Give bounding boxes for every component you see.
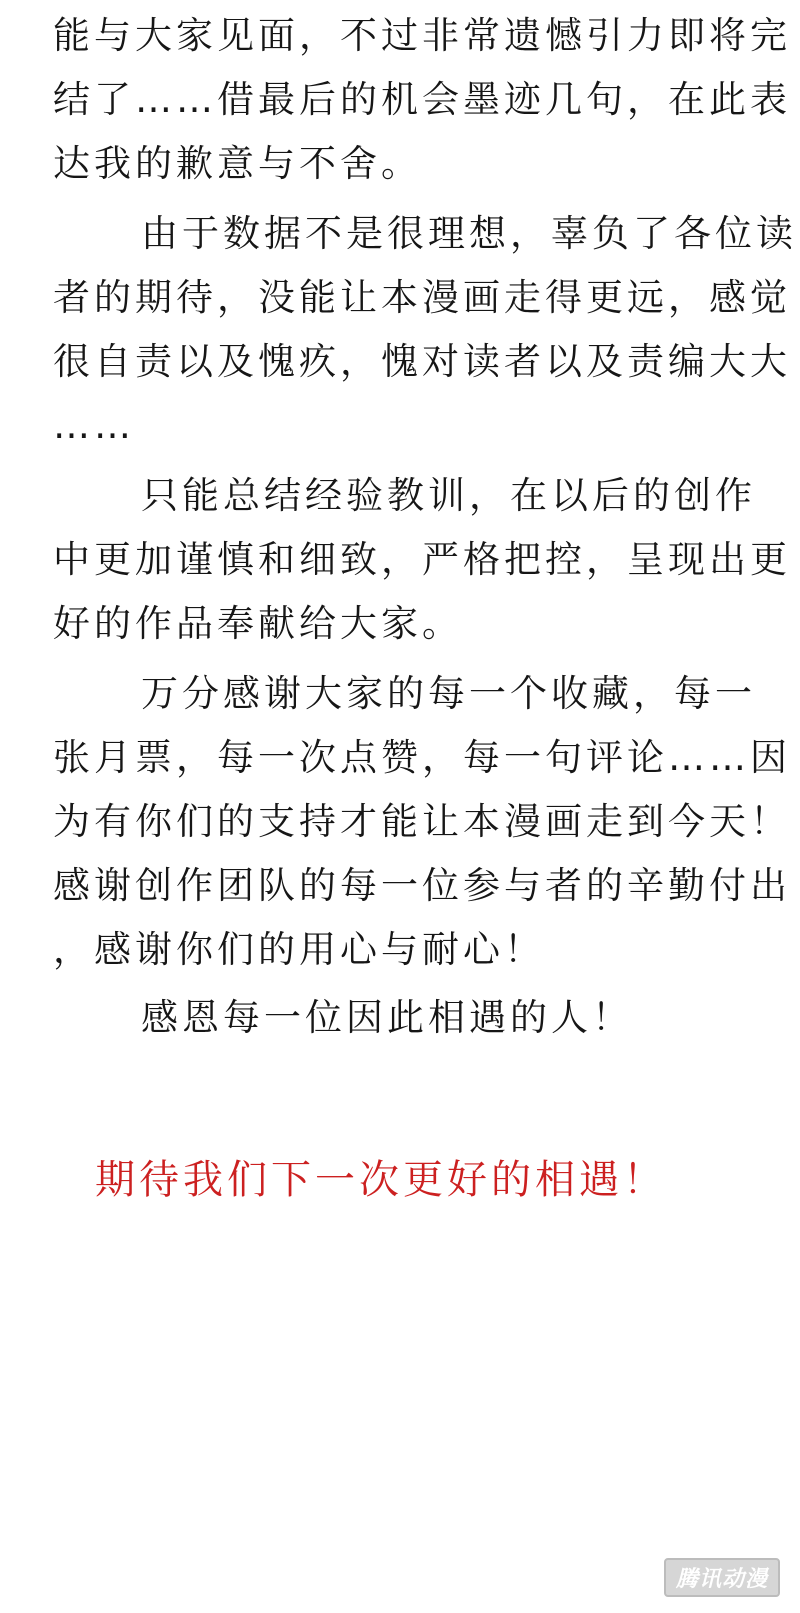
letter-line: 万分感谢大家的每一个收藏，每一 bbox=[141, 672, 756, 715]
letter-line: 很自责以及愧疚，愧对读者以及责编大大 bbox=[53, 340, 791, 383]
letter-line: 中更加谨慎和细致，严格把控，呈现出更 bbox=[53, 538, 791, 581]
letter-line: 能与大家见面，不过非常遗憾引力即将完 bbox=[53, 14, 791, 57]
letter-line: 感恩每一位因此相遇的人！ bbox=[141, 996, 633, 1039]
letter-line: 张月票，每一次点赞，每一句评论……因 bbox=[53, 736, 791, 779]
letter-line: …… bbox=[53, 404, 135, 447]
letter-line: 感谢创作团队的每一位参与者的辛勤付出 bbox=[53, 864, 791, 907]
closing-message: 期待我们下一次更好的相遇！ bbox=[95, 1157, 667, 1203]
letter-line: 为有你们的支持才能让本漫画走到今天！ bbox=[53, 800, 791, 843]
letter-line: 由于数据不是很理想，辜负了各位读 bbox=[141, 212, 797, 255]
letter-line: 达我的歉意与不舍。 bbox=[53, 142, 422, 185]
letter-line: 结了……借最后的机会墨迹几句，在此表 bbox=[53, 78, 791, 121]
letter-line: 好的作品奉献给大家。 bbox=[53, 602, 463, 645]
letter-line: ，感谢你们的用心与耐心！ bbox=[53, 928, 545, 971]
publisher-watermark: 腾讯动漫 bbox=[664, 1558, 780, 1597]
letter-line: 只能总结经验教训，在以后的创作 bbox=[141, 474, 756, 517]
letter-line: 者的期待，没能让本漫画走得更远，感觉 bbox=[53, 276, 791, 319]
